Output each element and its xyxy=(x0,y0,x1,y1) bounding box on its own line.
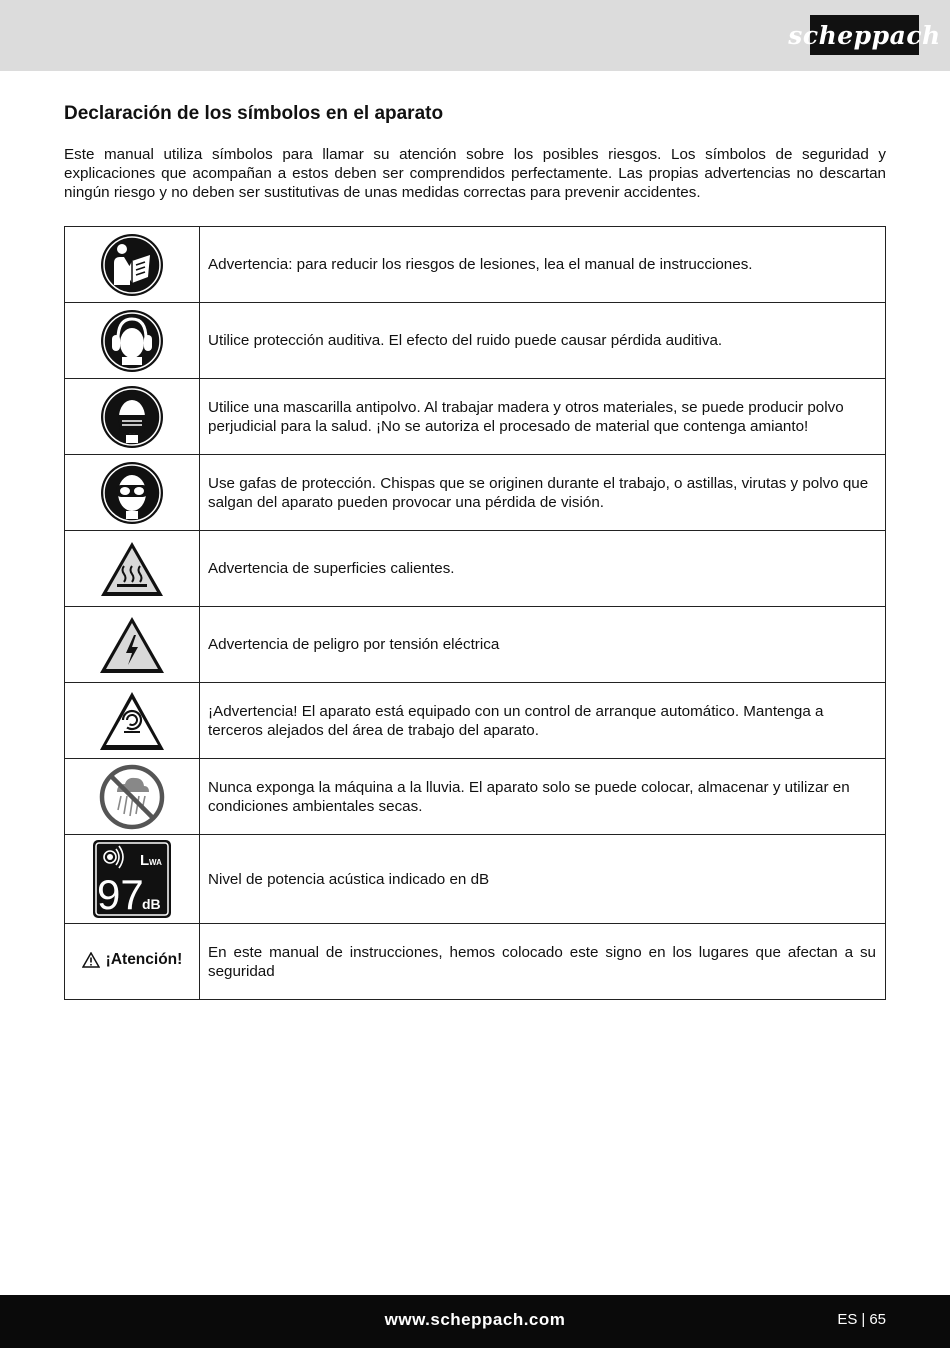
symbol-description: Use gafas de protección. Chispas que se originen durante el trabajo, o astillas, virutas y polvo que salgan del aparato pueden provocar una pérdida de visión. xyxy=(200,455,886,531)
table-row xyxy=(65,455,886,531)
page-number: ES | 65 xyxy=(837,1311,886,1328)
intro-paragraph: Este manual utiliza símbolos para llamar su atención sobre los posibles riesgos. Los símbolos de seguridad y explicaciones que acompañan a estos deben ser comprendidos perfectamente. Las propias advertencias no descartan ningún riesgo y no deben ser sustitutivas de unas medidas correctas para prevenir accidentes. xyxy=(64,146,886,201)
table-row xyxy=(65,379,886,455)
symbol-description: ¡Advertencia! El aparato está equipado con un control de arranque automático. Mantenga a terceros alejados del área de trabajo del aparato. xyxy=(200,683,886,759)
page-number-value: 65 xyxy=(869,1311,886,1328)
symbol-description: Nunca exponga la máquina a la lluvia. El aparato solo se puede colocar, almacenar y utilizar en condiciones ambientales secas. xyxy=(200,759,886,835)
table-row xyxy=(65,835,886,924)
table-row xyxy=(65,683,886,759)
symbol-description: En este manual de instrucciones, hemos colocado este signo en los lugares que afectan a su seguridad xyxy=(200,924,886,1000)
safety-goggles-icon xyxy=(100,461,164,525)
table-row xyxy=(65,227,886,303)
sound-value: 97 xyxy=(97,871,144,918)
attention-label xyxy=(82,951,183,969)
read-manual-icon xyxy=(100,233,164,297)
warning-triangle-icon xyxy=(82,952,100,968)
table-row xyxy=(65,607,886,683)
symbol-description: Advertencia: para reducir los riesgos de lesiones, lea el manual de instrucciones. xyxy=(200,227,886,303)
footer-website-link[interactable]: www.scheppach.com xyxy=(384,1310,566,1329)
symbols-table xyxy=(64,226,886,1000)
footer-band xyxy=(0,1295,950,1348)
dust-mask-icon xyxy=(100,385,164,449)
sound-unit: dB xyxy=(142,896,161,912)
scheppach-logo: scheppach xyxy=(810,15,919,55)
automatic-start-warning-icon xyxy=(98,690,166,752)
symbol-description: Utilice una mascarilla antipolvo. Al trabajar madera y otros materiales, se puede producir polvo perjudicial para la salud. ¡No se autoriza el procesado de material que contenga amianto! xyxy=(200,379,886,455)
language-code: ES xyxy=(837,1311,858,1328)
table-row xyxy=(65,759,886,835)
hot-surface-warning-icon xyxy=(99,540,165,598)
electric-hazard-warning-icon xyxy=(98,615,166,675)
table-row xyxy=(65,531,886,607)
page-title: Declaración de los símbolos en el aparato xyxy=(64,103,444,124)
symbol-description: Nivel de potencia acústica indicado en dB xyxy=(200,835,886,924)
symbol-description: Utilice protección auditiva. El efecto del ruido puede causar pérdida auditiva. xyxy=(200,303,886,379)
symbol-description: Advertencia de superficies calientes. xyxy=(200,531,886,607)
attention-text: ¡Atención! xyxy=(105,950,183,968)
sound-power-level-icon xyxy=(92,839,172,919)
lwa-subscript: WA xyxy=(149,858,162,867)
table-row xyxy=(65,924,886,1000)
symbol-description: Advertencia de peligro por tensión eléctrica xyxy=(200,607,886,683)
lwa-label: L xyxy=(140,852,150,869)
hearing-protection-icon xyxy=(100,309,164,373)
table-row xyxy=(65,303,886,379)
no-rain-icon xyxy=(99,764,165,830)
